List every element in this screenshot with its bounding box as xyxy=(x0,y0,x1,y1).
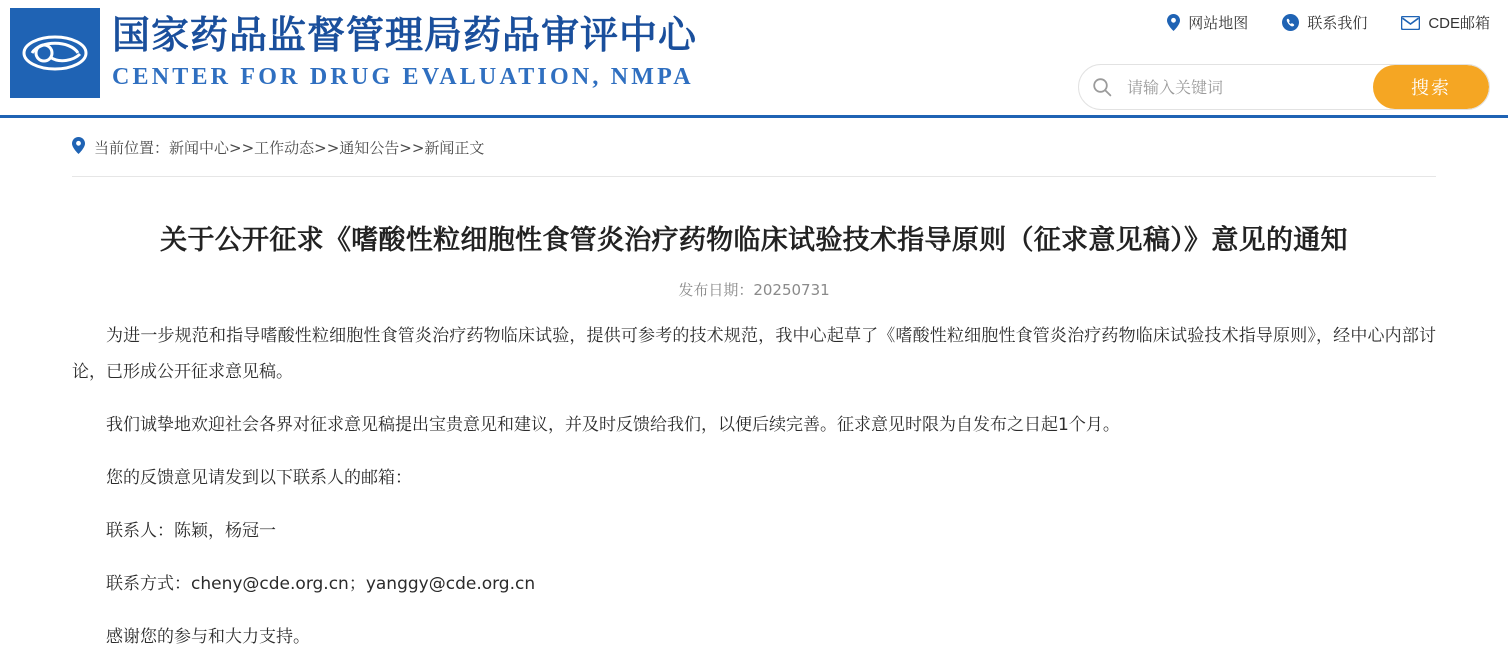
article-paragraph: 联系方式：cheny@cde.org.cn；yanggy@cde.org.cn xyxy=(106,574,536,595)
location-pin-icon xyxy=(1167,14,1180,31)
site-title-en: CENTER FOR DRUG EVALUATION, NMPA xyxy=(112,64,694,90)
header-link-contact[interactable] xyxy=(1282,12,1367,33)
breadcrumb-text[interactable]: 当前位置：新闻中心>>工作动态>>通知公告>>新闻正文 xyxy=(94,138,485,157)
header-link-sitemap[interactable] xyxy=(1167,12,1248,33)
search-icon[interactable] xyxy=(1079,77,1125,97)
article xyxy=(72,177,1436,655)
site-title-cn: 国家药品监督管理局药品审评中心 xyxy=(112,13,698,57)
article-paragraph: 联系人：陈颖，杨冠一 xyxy=(106,521,276,542)
publish-date-label: 发布日期： xyxy=(678,281,754,300)
phone-icon xyxy=(1282,14,1299,31)
article-paragraph: 为进一步规范和指导嗜酸性粒细胞性食管炎治疗药物临床试验，提供可参考的技术规范，我中心起草了《嗜酸性粒细胞性食管炎治疗药物临床试验技术指导原则》，经中心内部讨论，已形成公开征求意见稿。 xyxy=(72,326,1436,383)
header-link-contact-label: 联系我们 xyxy=(1307,15,1368,32)
location-pin-icon xyxy=(72,137,85,158)
breadcrumb xyxy=(72,118,1436,177)
header-link-mail-label: CDE邮箱 xyxy=(1428,15,1490,32)
site-title-group xyxy=(112,10,697,94)
article-body xyxy=(72,318,1436,655)
page-title: 关于公开征求《嗜酸性粒细胞性食管炎治疗药物临床试验技术指导原则（征求意见稿）》意见的通知 xyxy=(160,225,1348,257)
search-bar xyxy=(1078,64,1490,110)
cde-eye-logo-icon xyxy=(20,30,90,76)
article-paragraph: 感谢您的参与和大力支持。 xyxy=(106,627,310,648)
page-content xyxy=(0,118,1508,655)
mail-icon xyxy=(1401,16,1420,30)
search-button[interactable]: 搜索 xyxy=(1373,65,1489,109)
search-input[interactable] xyxy=(1125,64,1373,110)
article-paragraph: 我们诚挚地欢迎社会各界对征求意见稿提出宝贵意见和建议，并及时反馈给我们，以便后续完善。征求意见时限为自发布之日起1个月。 xyxy=(106,415,1120,436)
header-links xyxy=(1167,12,1490,33)
publish-date-value: 20250731 xyxy=(753,281,830,300)
site-logo[interactable] xyxy=(10,8,100,98)
article-paragraph: 您的反馈意见请发到以下联系人的邮箱： xyxy=(106,468,412,489)
publish-date xyxy=(72,279,1436,300)
site-header xyxy=(0,0,1508,118)
header-link-mail[interactable] xyxy=(1401,12,1490,33)
header-link-sitemap-label: 网站地图 xyxy=(1188,15,1249,32)
